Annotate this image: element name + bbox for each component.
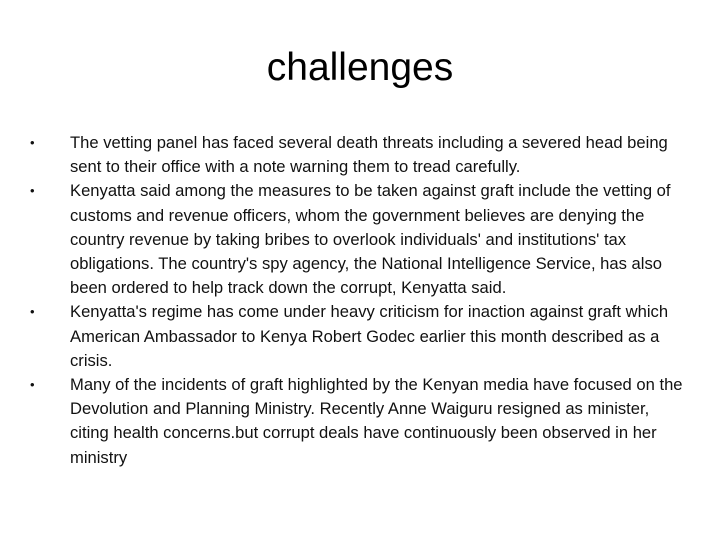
bullet-text: Many of the incidents of graft highlighted by the Kenyan media have focused on the Devolution and Planning Ministry. Recently Anne Waiguru resigned as minister, citing health concerns.but corrupt deals have continuously been observed in her ministry [70, 375, 683, 467]
slide-title: challenges [266, 46, 454, 89]
bullet-text: Kenyatta's regime has come under heavy criticism for inaction against graft which American Ambassador to Kenya Robert Godec earlier this month described as a crisis. [70, 302, 669, 370]
bullet-icon: • [30, 304, 35, 320]
bullet-icon: • [30, 135, 35, 150]
bullet-text: The vetting panel has faced several death threats including a severed head being sent to their office with a note warning them to tread carefully. [70, 133, 668, 177]
bullet-text: Kenyatta said among the measures to be taken against graft include the vetting of customs and revenue officers, whom the government believes are denying the country revenue by taking bribes to overlook individuals' and institutions' tax obligations. The country's spy agency, the National Intelligence Service, has also been ordered to help track down the corrupt, Kenyatta said. [70, 181, 671, 298]
bullet-item [30, 131, 690, 179]
bullet-item [30, 373, 690, 470]
bullet-list [30, 131, 690, 470]
bullet-item [30, 300, 690, 373]
bullet-icon: • [30, 377, 35, 393]
bullet-icon: • [30, 183, 35, 199]
bullet-item [30, 179, 690, 300]
